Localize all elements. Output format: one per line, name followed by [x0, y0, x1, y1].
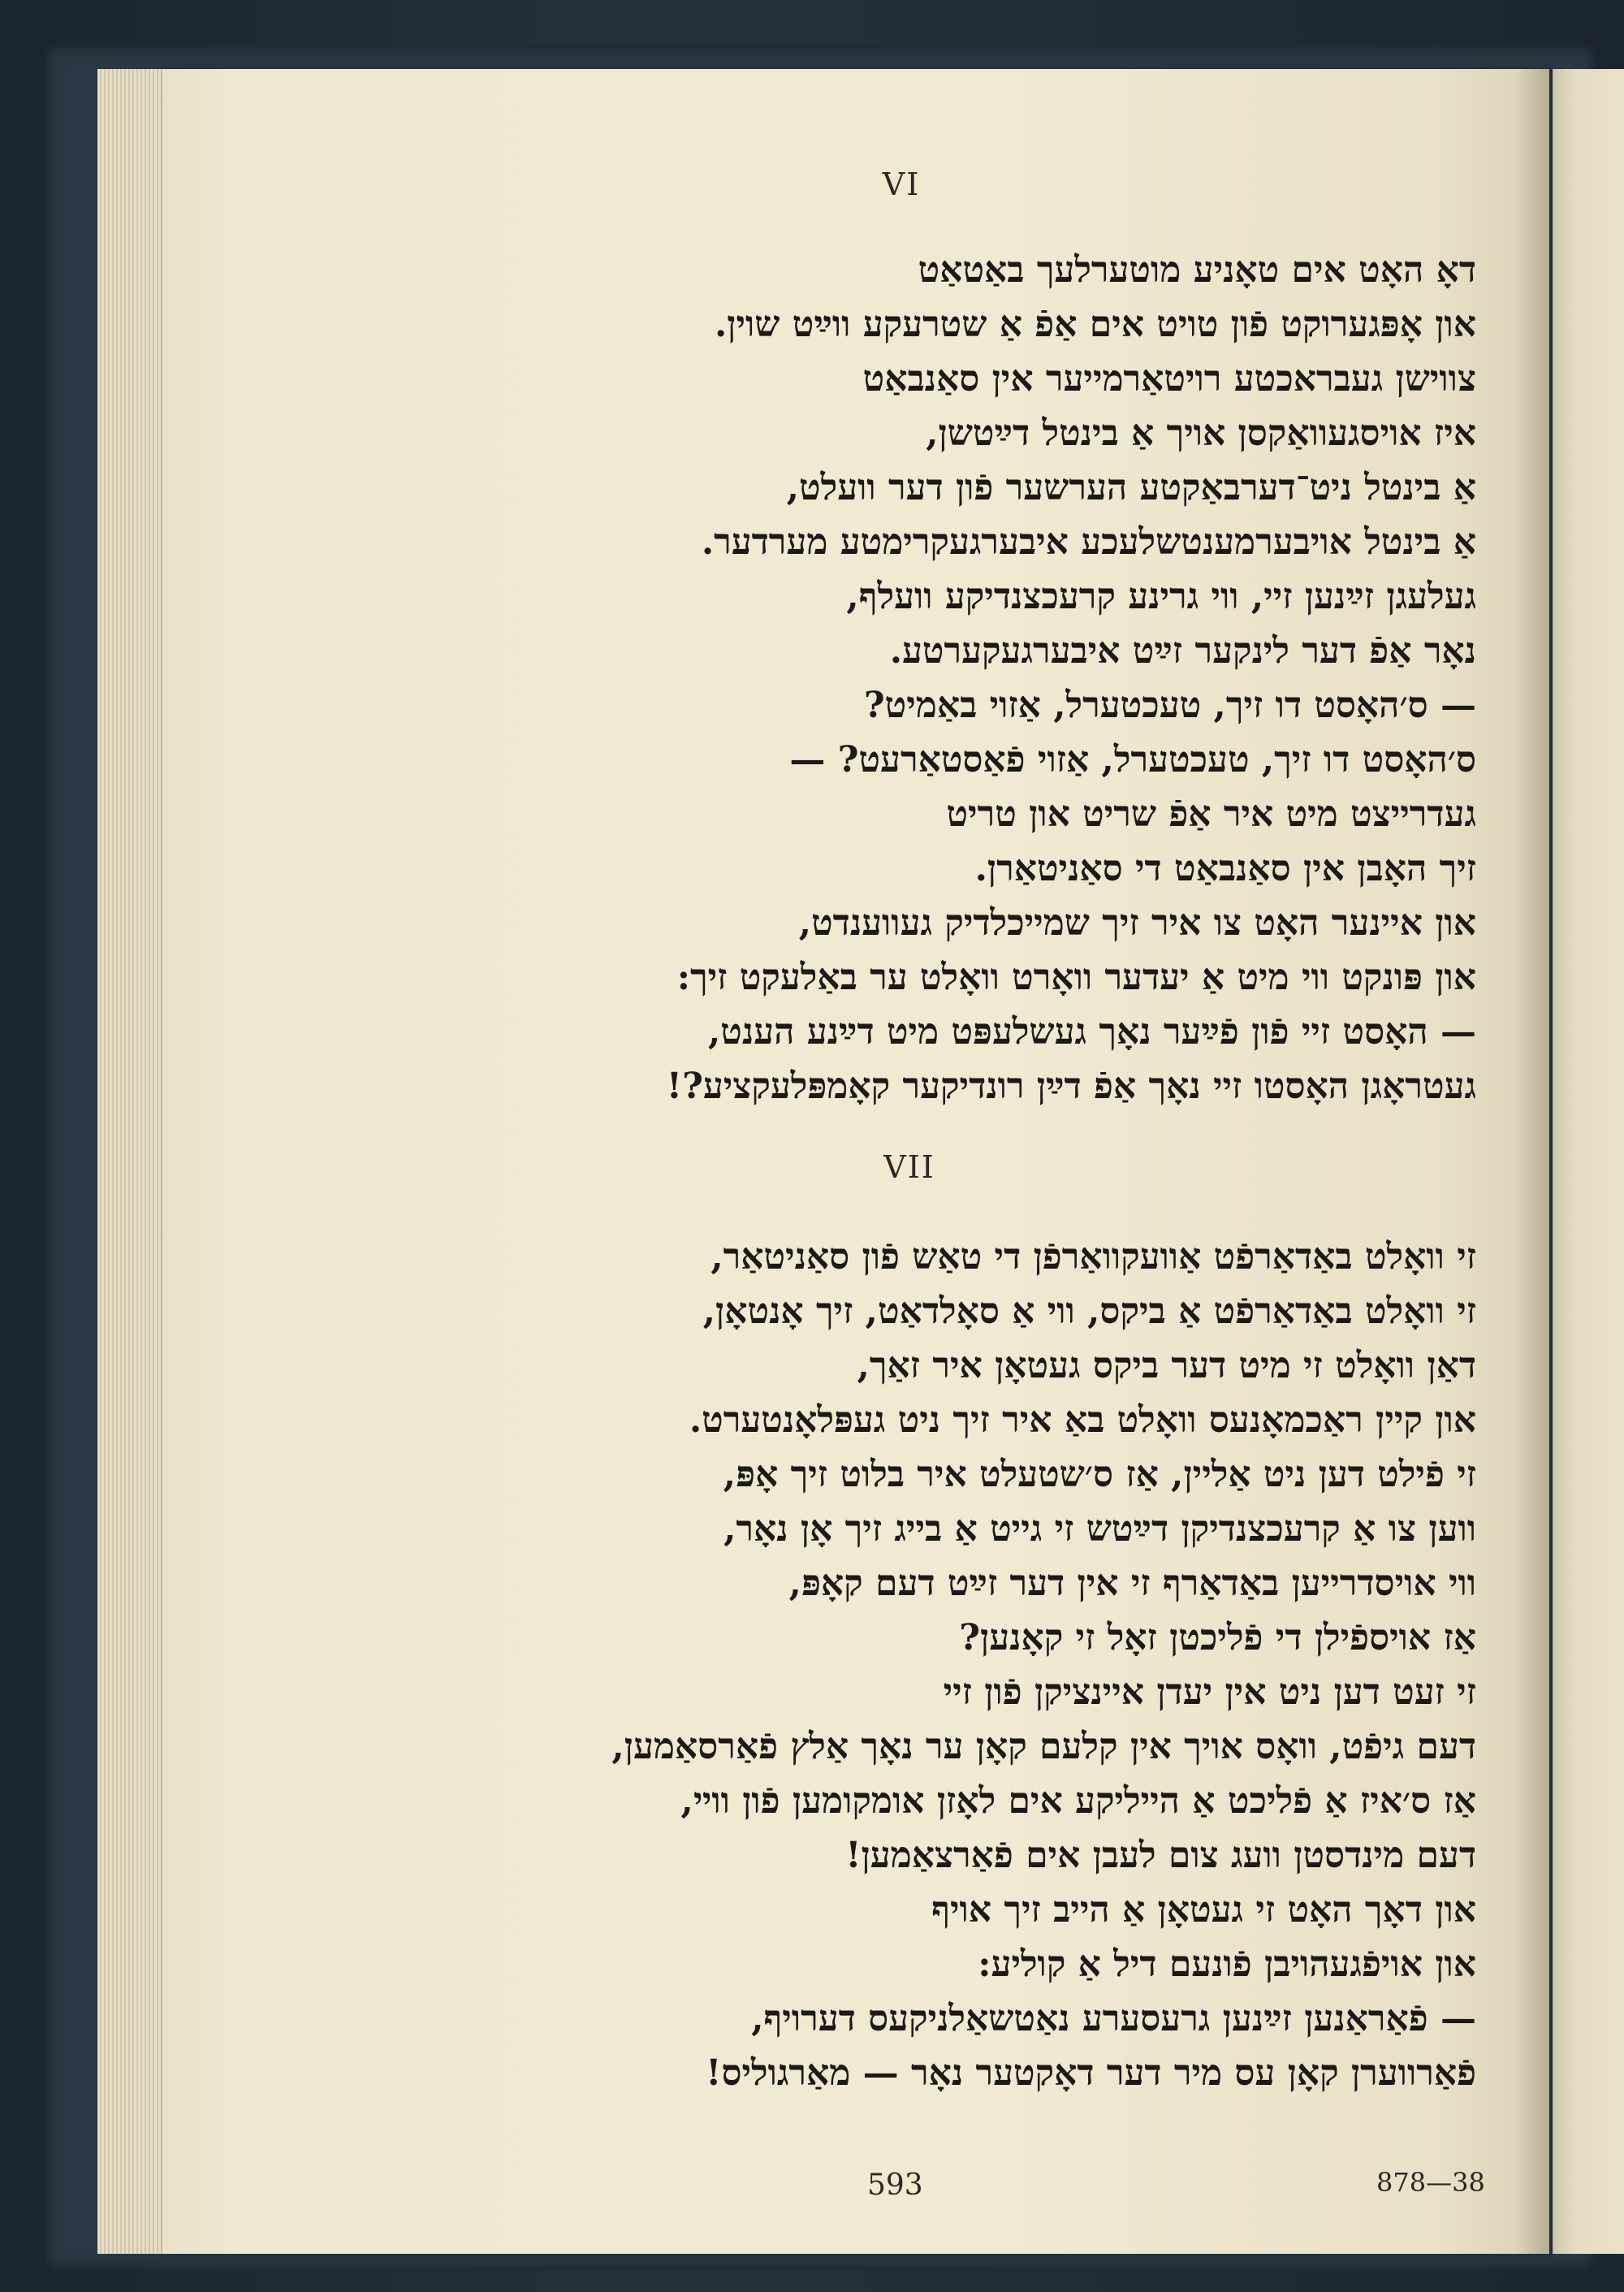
- verse-line: און דאָך האָט זי געטאָן אַ הייב זיך אויף: [931, 1889, 1476, 1931]
- page-text: [162, 69, 1549, 2254]
- printer-signature: 878—38: [1376, 2167, 1485, 2198]
- verse-line: — ס׳האָסט דו זיך, טעכטערל, אַזוי באַמיט?: [863, 685, 1476, 726]
- verse-line: דאַן וואָלט זי מיט דער ביקס געטאָן איר זאַך,: [857, 1345, 1476, 1386]
- facing-page: [1553, 69, 1624, 2254]
- verse-line: ווי אויסדרייען באַדאַרף זי אין דער זײַט דעם קאָפּ,: [788, 1563, 1476, 1604]
- verse-line: — האָסט זיי פֿון פֿײַער נאָך געשלעפּט מיט דײַנע הענט,: [707, 1011, 1476, 1053]
- verse-line: און איינער האָט צו איר זיך שמייכלדיק געווענדט,: [798, 902, 1476, 944]
- verse-line: זי זעט דען ניט אין יעדן איינציקן פֿון זיי: [943, 1671, 1476, 1713]
- verse-line: געטראָגן האָסטו זיי נאָך אַפֿ דײַן רונדיקער קאָמפּלעקציע?!: [666, 1066, 1476, 1107]
- verse-line: פֿאַרווערן קאָן עס מיר דער דאָקטער נאָר — מאַרגוליס!: [706, 2052, 1476, 2094]
- verse-line: אַז ס׳איז אַ פֿליכט אַ הייליקע אים לאָזן אומקומען פֿון ווײ,: [680, 1780, 1476, 1822]
- verse-line: דאָ האָט אים טאָניע מוטערלעך באַטאַט: [918, 249, 1476, 291]
- verse-line: נאָר אַפֿ דער לינקער זײַט איבערגעקערטע.: [889, 630, 1476, 672]
- verse-line: זי פֿילט דען ניט אַליין, אַז ס׳שטעלט איר בלוט זיך אָפּ,: [723, 1454, 1476, 1495]
- verse-line: געדרייצט מיט איר אַפֿ שריט און טריט: [946, 794, 1476, 835]
- verse-line: און אָפּגערוקט פֿון טויט אים אַפֿ אַ שטרעקע ווײַט שוין.: [714, 304, 1476, 345]
- verse-line: און קיין ראַכמאָנעס וואָלט באַ איר זיך ניט געפּלאָנטערט.: [689, 1399, 1476, 1441]
- verse-line: — פֿאַראַנען זײַנען גרעסערע נאַטשאַלניקעס דערויף,: [751, 1998, 1476, 2039]
- verse-line: צווישן געבראכטע רויטאַרמייער אין סאַנבאַט: [862, 358, 1476, 400]
- verse-line: ווען צו אַ קרעכצנדיקן דײַטש זי גייט אַ בייג זיך אָן נאָר,: [723, 1508, 1476, 1550]
- verse-line: איז אויסגעוואַקסן אויך אַ בינטל דײַטשן,: [926, 413, 1476, 454]
- verse-line: זי וואָלט באַדאַרפֿט אַוועקוואַרפֿן די טאַש פֿון סאַניטאַר,: [710, 1236, 1476, 1278]
- section-title-vii: VII: [883, 1149, 935, 1185]
- verse-line: אַ בינטל ניט־דערבאַקטע הערשער פֿון דער וועלט,: [786, 467, 1476, 508]
- verse-line: אַ בינטל אויבערמענטשלעכע איבערגעקרימטע מערדער.: [701, 521, 1476, 563]
- verse-line: זיך האָבן אין סאַנבאַט די סאַניטאַרן.: [974, 848, 1476, 889]
- book-page: [162, 69, 1549, 2254]
- page-number: 593: [867, 2169, 923, 2202]
- verse-line: און אויפֿגעהויבן פֿונעם דיל אַ קוליע:: [978, 1944, 1476, 1985]
- section-title-vi: VI: [882, 166, 921, 202]
- verse-line: אַז אויספֿילן די פֿליכטן זאָל זי קאָנען?: [959, 1617, 1476, 1658]
- verse-line: זי וואָלט באַדאַרפֿט אַ ביקס, ווי אַ סאָלדאַט, זיך אָנטאָן,: [702, 1291, 1476, 1332]
- page-edges: [97, 69, 171, 2254]
- verse-line: דעם מינדסטן וועג צום לעבן אים פֿאַרצאַמען!: [845, 1835, 1476, 1876]
- verse-line: און פּונקט ווי מיט אַ יעדער וואָרט וואָלט ער באַלעקט זיך:: [676, 957, 1476, 998]
- verse-line: ס׳האָסט דו זיך, טעכטערל, אַזוי פֿאַסטאַרעט? —: [789, 739, 1476, 781]
- verse-line: דעם גיפֿט, וואָס אויך אין קלעם קאָן ער נאָך אַלץ פֿאַרסאַמען,: [611, 1726, 1476, 1767]
- verse-line: געלעגן זײַנען זיי, ווי גרינע קרעכצנדיקע וועלף,: [846, 576, 1476, 617]
